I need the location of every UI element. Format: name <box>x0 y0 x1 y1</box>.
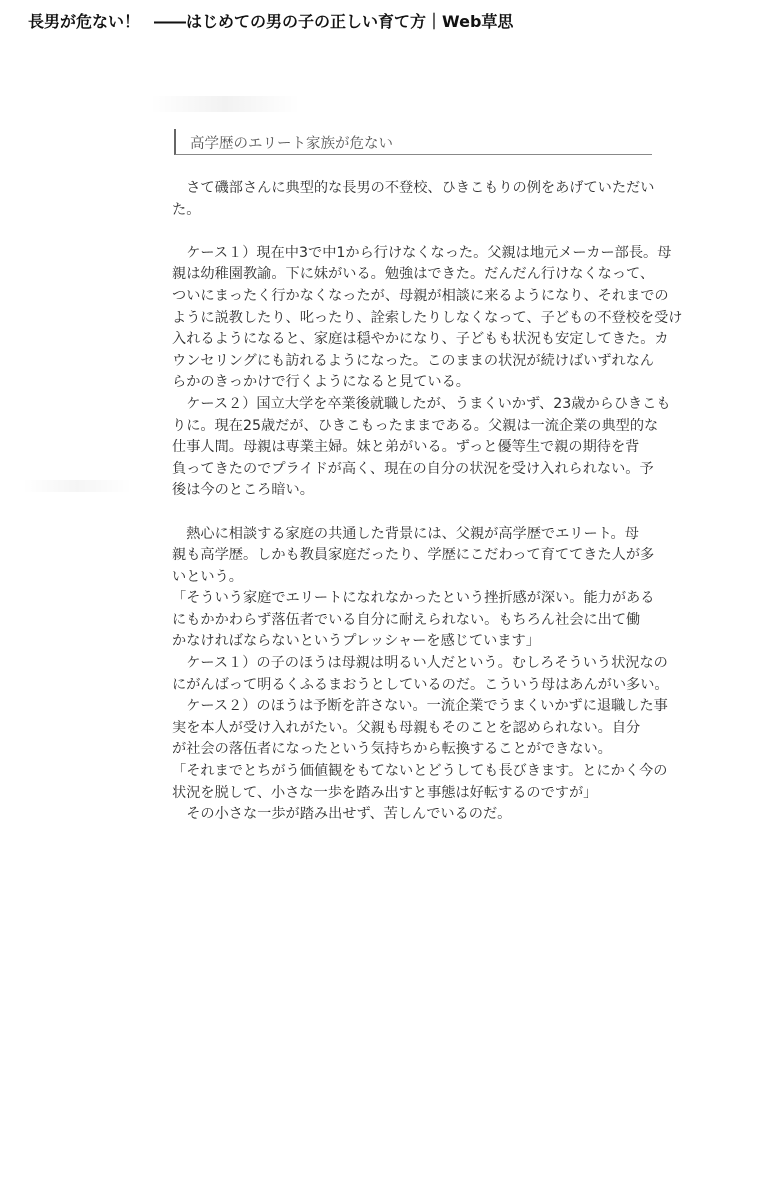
body-line: にもかかわらず落伍者でいる自分に耐えられない。もちろん社会に出て働 <box>172 611 641 628</box>
paragraph-spacer <box>172 502 652 524</box>
body-line: 「それまでとちがう価値観をもてないとどうしても長びきます。とにかく今の <box>172 763 668 780</box>
body-line: 「そういう家庭でエリートになれなかったという挫折感が深い。能力がある <box>172 590 655 607</box>
body-line: 後は今のところ暗い。 <box>172 482 314 499</box>
body-line: 状況を脱して、小さな一歩を踏み出すと事態は好転するのですが」 <box>172 784 598 801</box>
body-line: その小さな一歩が踏み出せず、苦しんでいるのだ。 <box>172 806 512 823</box>
article-title: ――はじめての男の子の正しい育て方｜Web草思 <box>154 12 514 31</box>
body-line: りに。現在25歳だが、ひきこもったままである。父親は一流企業の典型的な <box>172 417 659 434</box>
article-body <box>172 178 683 826</box>
body-line: ケース１）現在中3で中1から行けなくなった。父親は地元メーカー部長。母 <box>172 244 672 261</box>
body-line: が社会の落伍者になったという気持ちから転換することができない。 <box>172 741 612 758</box>
body-line: にがんばって明るくふるまおうとしているのだ。こういう母はあんがい多い。 <box>172 676 669 693</box>
body-line: 仕事人間。母親は専業主婦。妹と弟がいる。ずっと優等生で親の期待を背 <box>172 439 640 456</box>
body-line: 親は幼稚園教諭。下に妹がいる。勉強はできた。だんだん行けなくなって、 <box>172 266 655 283</box>
body-line: ケース２）のほうは予断を許さない。一流企業でうまくいかずに退職した事 <box>172 698 668 715</box>
section-heading: 高学歴のエリート家族が危ない <box>190 136 393 152</box>
body-line: かなければならないというプレッシャーを感じています」 <box>172 633 540 650</box>
body-line: らかのきっかけで行くようになると見ている。 <box>172 374 470 391</box>
body-line: 親も高学歴。しかも教員家庭だったり、学歴にこだわって育ててきた人が多 <box>172 547 655 564</box>
body-line: ケース２）国立大学を卒業後就職したが、うまくいかず、23歳からひきこも <box>172 395 671 412</box>
body-line: 入れるようになると、家庭は穏やかになり、子どもも状況も安定してきた。カ <box>172 331 669 348</box>
body-line: た。 <box>172 201 201 218</box>
body-line: 熱心に相談する家庭の共通した背景には、父親が高学歴でエリート。母 <box>172 525 639 542</box>
body-line: 実を本人が受け入れがたい。父親も母親もそのことを認められない。自分 <box>172 719 641 736</box>
body-line: ケース１）の子のほうは母親は明るい人だという。むしろそういう状況なの <box>172 655 668 672</box>
paragraph-spacer <box>172 221 652 243</box>
scan-smudge <box>22 480 132 492</box>
body-line: ように説教したり、叱ったり、詮索したりしなくなって、子どもの不登校を受け <box>172 309 683 326</box>
site-title: 長男が危ない！ <box>28 12 141 31</box>
body-line: ウンセリングにも訪れるようになった。このままの状況が続けばいずれなん <box>172 352 655 369</box>
section-heading-box <box>174 129 652 155</box>
body-line: 負ってきたのでプライドが高く、現在の自分の状況を受け入れられない。予 <box>172 460 654 477</box>
body-line: ついにまったく行かなくなったが、母親が相談に来るようになり、それまでの <box>172 287 669 304</box>
body-line: さて磯部さんに典型的な長男の不登校、ひきこもりの例をあげていただい <box>172 180 655 196</box>
scan-smudge <box>150 96 300 112</box>
body-line: いという。 <box>172 568 243 585</box>
